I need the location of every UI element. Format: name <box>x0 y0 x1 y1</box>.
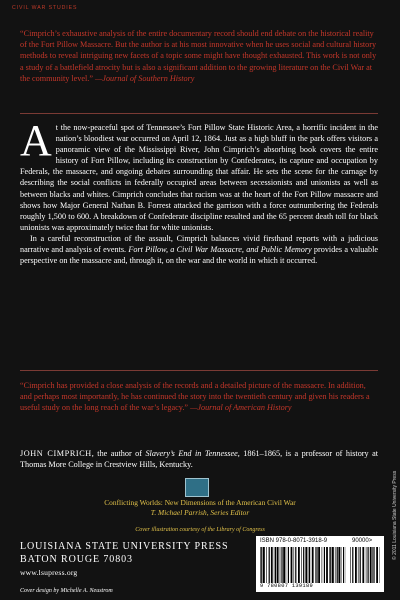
book-title: Fort Pillow, a Civil War Massacre, and Public Memory <box>128 245 312 255</box>
series-editor: T. Michael Parrish, Series Editor <box>150 508 250 517</box>
barcode-digits: 9 780807 139189 <box>260 583 314 589</box>
isbn-label: ISBN 978-0-8071-3918-9 <box>260 538 328 544</box>
publisher-name: LOUISIANA STATE UNIVERSITY PRESS <box>20 541 229 552</box>
review-1-text: “Cimprich’s exhaustive analysis of the entire documentary record should end debate on the historical reality of the Fort Pillow Massacre. But the author is at his most innovative when he uses social and cultural history methods to reveal intriguing new facets of a topic some might have thought exhausted. This work is not only a study of a battlefield atrocity but is also a significant addition to the growing literature on the Civil War at the community level.” <box>20 29 377 83</box>
series-logo-icon <box>185 478 209 497</box>
description-paragraph-1: t the now-peaceful spot of Tennessee’s Fort Pillow State Historic Area, a horrific incident in the nation’s bloodiest war occurred on April 12, 1864. Just as a high bluff in the park offers visitors a panoramic view of the Mississippi River, John Cimprich’s absorbing book covers the entire history of Fort Pillow, including its construction by Confederates, its capture and occupation by Federals, the massacre, and ongoing debates surrounding that affair. He sets the scene for the carnage by describing the social conflicts in federally occupied areas between secessionists and unionists as well as between blacks and whites. Cimprich concludes that racism was at the heart of the Fort Pillow massacre and shows how Major General Nathan B. Forrest attacked the garrison with a force outnumbering the Federals roughly 1,500 to 600. A breakdown of Confederate discipline resulted and the 65 percent death toll for black unionists was approximately twice that for white unionists. <box>20 123 378 232</box>
author-previous-book: Slavery’s End in Tennessee <box>145 449 238 458</box>
publisher-block <box>20 540 228 579</box>
divider <box>20 113 378 114</box>
series-title: Conflicting Worlds: New Dimensions of the American Civil War <box>104 498 296 507</box>
review-quote-2 <box>20 380 378 414</box>
series-info <box>60 498 340 518</box>
review-2-source: —Journal of American History <box>190 403 292 413</box>
cover-design-credit: Cover design by Michelle A. Neustrom <box>20 588 113 594</box>
drop-cap: A <box>20 116 52 165</box>
category-label: CIVIL WAR STUDIES <box>12 5 78 11</box>
book-description <box>20 116 378 266</box>
review-1-source: —Journal of Southern History <box>95 73 195 83</box>
barcode-icon <box>260 547 346 583</box>
divider <box>20 370 378 371</box>
barcode-addon-icon <box>350 547 380 583</box>
isbn-barcode <box>256 536 384 592</box>
description-paragraph-2: In a careful reconstruction of the assault, Cimprich balances vivid firsthand reports with a judicious narrative and analysis of events. Fort Pillow, a Civil War Massacre, and Public Memory provides a valuable perspective on the massacre and, through it, on the war and the world in which it occurred. <box>20 233 378 266</box>
price-code: 90000> <box>352 538 373 544</box>
publisher-url: www.lsupress.org <box>20 568 78 577</box>
review-2-text: “Cimprich has provided a close analysis of the records and a detailed picture of the massacre. In addition, and perhaps most importantly, he has continued the story into the twentieth century and given his readers a useful study on the long reach of the war’s legacy.” <box>20 381 370 413</box>
copyright-notice: © 2011 Louisiana State University Press <box>392 470 398 560</box>
author-bio: JOHN CIMPRICH, the author of Slavery’s End in Tennessee, 1861–1865, is a professor of history at Thomas More College in Crestview Hills, Kentucky. <box>20 449 378 470</box>
publisher-city: BATON ROUGE 70803 <box>20 554 133 565</box>
cover-illustration-credit: Cover illustration courtesy of the Library of Congress <box>135 527 265 533</box>
author-name: JOHN CIMPRICH <box>20 449 92 458</box>
review-quote-1 <box>20 28 378 84</box>
